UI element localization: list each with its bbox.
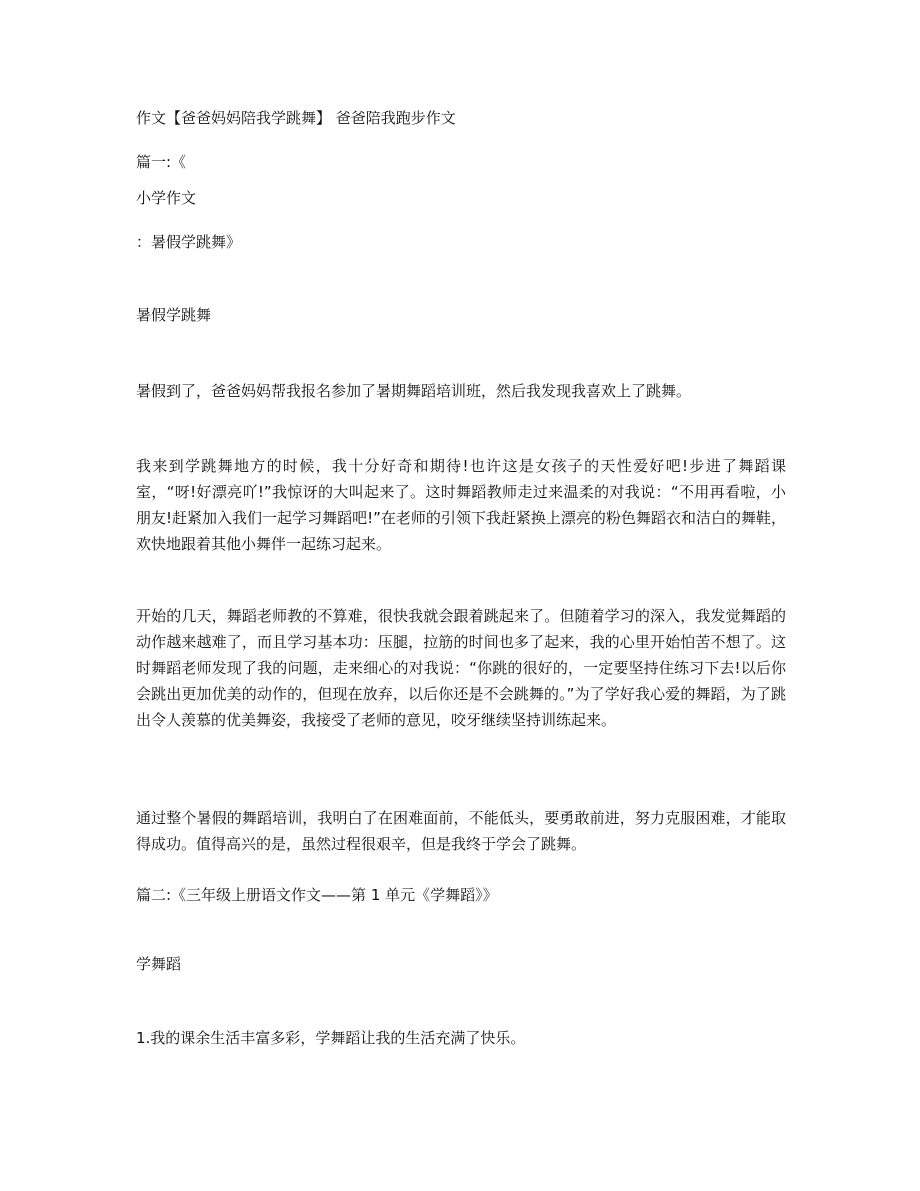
- part-two-heading: 篇二:《三年级上册语文作文——第 1 单元《学舞蹈》》: [136, 886, 498, 904]
- part-one-subheading: 小学作文: [136, 189, 197, 207]
- document-title: 作文【爸爸妈妈陪我学跳舞】 爸爸陪我跑步作文: [136, 109, 456, 127]
- essay-one-paragraph-4: 通过整个暑假的舞蹈培训，我明白了在困难面前，不能低头，要勇敢前进，努力克服困难，才能取得成功。值得高兴的是，虽然过程很艰辛，但是我终于学会了跳舞。: [136, 809, 786, 853]
- essay-one-paragraph-3: 开始的几天，舞蹈老师教的不算难，很快我就会跟着跳起来了。但随着学习的深入，我发觉舞蹈的动作越来越难了，而且学习基本功：压腿，拉筋的时间也多了起来，我的心里开始怕苦不想了。这时舞蹈老师发现了我的问题，走来细心的对我说：“你跳的很好的，一定要坚持住练习下去!以后你会跳出更加优美的动作的，但现在放弃，以后你还是不会跳舞的。”为了学好我心爱的舞蹈，为了跳出令人羡慕的优美舞姿，我接受了老师的意见，咬牙继续坚持训练起来。: [136, 607, 786, 729]
- essay-one-paragraph-1: 暑假到了，爸爸妈妈帮我报名参加了暑期舞蹈培训班，然后我发现我喜欢上了跳舞。: [136, 382, 692, 400]
- essay-two-paragraph-1: 1.我的课余生活丰富多彩，学舞蹈让我的生活充满了快乐。: [136, 1029, 526, 1047]
- essay-one-paragraph-2: 我来到学跳舞地方的时候，我十分好奇和期待!也许这是女孩子的天性爱好吧!步进了舞蹈课室，“呀!好漂亮吖!”我惊讶的大叫起来了。这时舞蹈教师走过来温柔的对我说：“不用再看啦，小朋友!赶紧加入我们一起学习舞蹈吧!”在老师的引领下我赶紧换上漂亮的粉色舞蹈衣和洁白的舞鞋，欢快地跟着其他小舞伴一起练习起来。: [136, 457, 786, 553]
- essay-one-title: 暑假学跳舞: [136, 306, 212, 324]
- part-one-heading: 篇一:《: [136, 153, 187, 171]
- part-one-subheading-continued: ：暑假学跳舞》: [136, 233, 242, 251]
- essay-two-title: 学舞蹈: [136, 955, 182, 973]
